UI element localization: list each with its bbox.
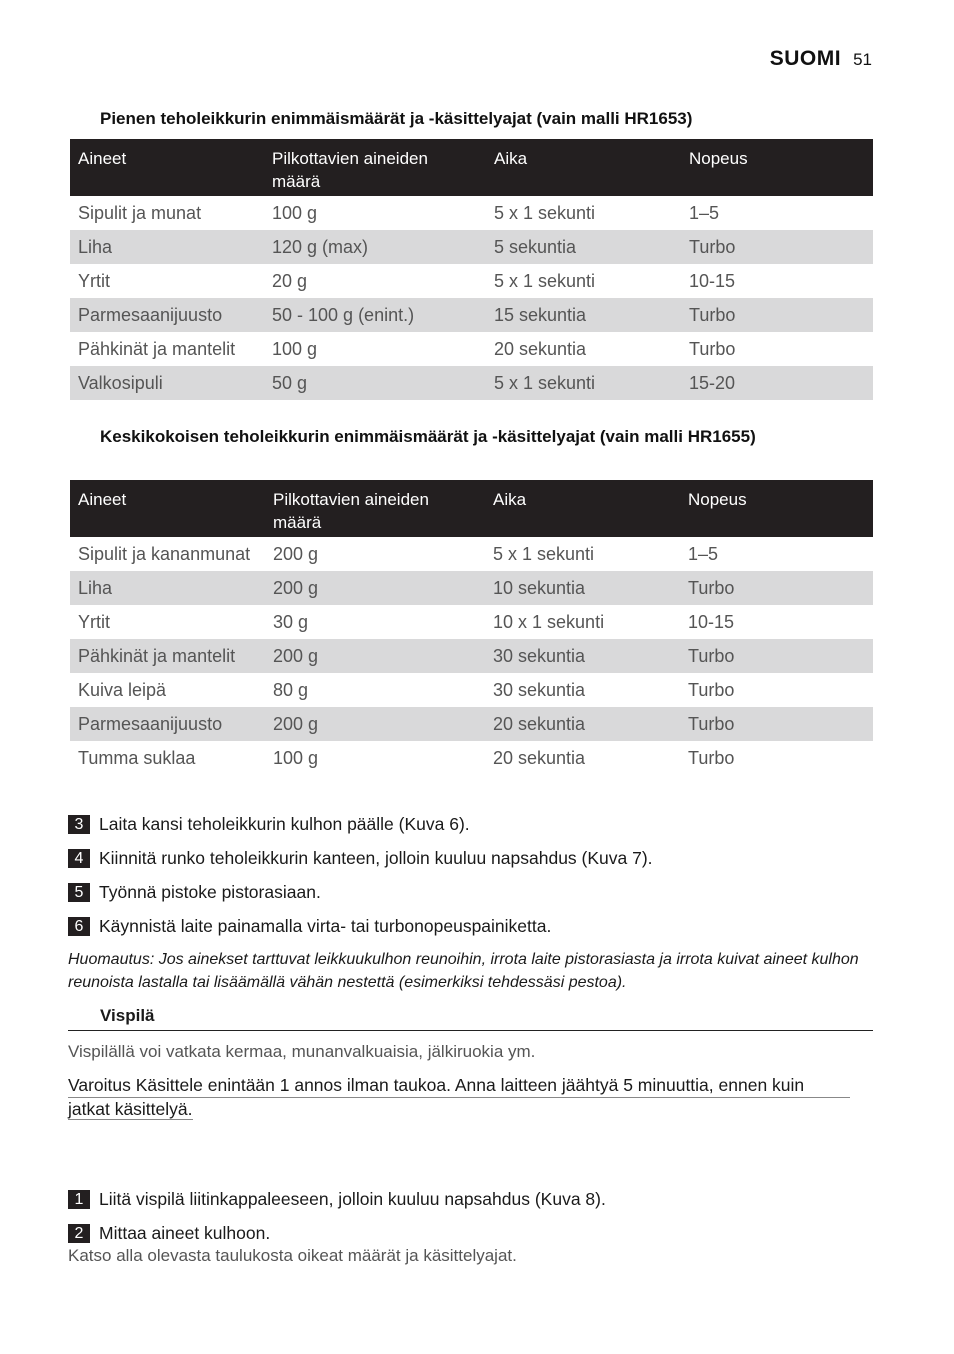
- table1-col-speed: Nopeus: [681, 139, 873, 196]
- step-item: [68, 814, 470, 835]
- table-cell: 5 x 1 sekunti: [494, 202, 596, 223]
- step-number: 6: [68, 917, 90, 936]
- table-cell: 200 g: [273, 543, 319, 564]
- table-cell: 30 sekuntia: [493, 679, 586, 700]
- table2-header-row: [70, 480, 873, 537]
- table2-col-speed: Nopeus: [680, 480, 873, 537]
- footer-text: Katso alla olevasta taulukosta oikeat määrät ja käsittelyajat.: [68, 1246, 517, 1265]
- table-cell: 5 x 1 sekunti: [486, 366, 681, 400]
- table-cell: 120 g (max): [264, 230, 486, 264]
- table2-col-time: Aika: [485, 480, 680, 537]
- table1-col-amount: Pilkottavien aineiden määrä: [264, 139, 486, 196]
- table-row: [70, 264, 873, 298]
- step-item: [68, 882, 321, 903]
- table-row: [70, 230, 873, 264]
- table2-col-amount: Pilkottavien aineiden määrä: [265, 480, 485, 537]
- step-text: Kiinnitä runko teholeikkurin kanteen, jolloin kuuluu napsahdus (Kuva 7).: [99, 848, 653, 868]
- table-cell: 200 g: [265, 639, 485, 673]
- table-cell: Valkosipuli: [70, 366, 264, 400]
- table-cell: Turbo: [680, 571, 873, 605]
- table-row: [70, 196, 873, 230]
- step-item: [68, 1223, 270, 1244]
- table-cell: 1–5: [689, 202, 720, 223]
- table-row: [70, 298, 873, 332]
- table-row: [70, 605, 873, 639]
- table-row: [70, 639, 873, 673]
- table-cell: Turbo: [680, 639, 873, 673]
- table-cell: 20 g: [272, 270, 308, 291]
- table-cell: Pähkinät ja mantelit: [78, 338, 236, 359]
- table-cell: Turbo: [688, 747, 735, 768]
- step-text: Työnnä pistoke pistorasiaan.: [99, 882, 321, 902]
- table-cell: 30 g: [273, 611, 309, 632]
- table-cell: Turbo: [681, 230, 873, 264]
- table-cell: Liha: [70, 230, 264, 264]
- table-cell: Liha: [70, 571, 265, 605]
- table1: [70, 139, 873, 400]
- step-text: Liitä vispilä liitinkappaleeseen, jolloin kuuluu napsahdus (Kuva 8).: [99, 1189, 606, 1209]
- table1-title: Pienen teholeikkurin enimmäismäärät ja -käsittelyajat (vain malli HR1653): [100, 109, 693, 128]
- step-item: [68, 916, 551, 937]
- table-cell: 20 sekuntia: [485, 707, 680, 741]
- table-cell: 10 x 1 sekunti: [493, 611, 605, 632]
- table-cell: 5 sekuntia: [486, 230, 681, 264]
- table-cell: 10-15: [689, 270, 736, 291]
- table-row: [70, 571, 873, 605]
- section-title: Vispilä: [100, 1006, 155, 1025]
- table-cell: Sipulit ja kananmunat: [78, 543, 251, 564]
- step-number: 5: [68, 883, 90, 902]
- note-text: Huomautus: Jos ainekset tarttuvat leikkuukulhon reunoihin, irrota laite pistorasiasta ja irrota kuivat aineet kulhon reunoista lastalla tai lisäämällä vähän nestettä (esimerkiksi tehdessäsi pestoa).: [68, 951, 859, 991]
- table-row: [70, 707, 873, 741]
- table-cell: 100 g: [272, 202, 318, 223]
- table-cell: Parmesaanijuusto: [70, 707, 265, 741]
- table-cell: 100 g: [272, 338, 318, 359]
- table-cell: 15 sekuntia: [486, 298, 681, 332]
- table-cell: 15-20: [681, 366, 873, 400]
- table-cell: Turbo: [688, 679, 735, 700]
- table-cell: Kuiva leipä: [78, 679, 167, 700]
- page-header: [770, 47, 872, 71]
- table-row: [70, 673, 873, 707]
- table-cell: 10 sekuntia: [485, 571, 680, 605]
- step-number: 4: [68, 849, 90, 868]
- language-label: SUOMI: [769, 47, 842, 70]
- table-cell: 20 sekuntia: [493, 747, 586, 768]
- step-text: Mittaa aineet kulhoon.: [99, 1223, 271, 1243]
- table2-title: Keskikokoisen teholeikkurin enimmäismäärät ja -käsittelyajat (vain malli HR1655): [100, 427, 756, 446]
- table-cell: Tumma suklaa: [78, 747, 196, 768]
- step-text: Laita kansi teholeikkurin kulhon päälle (Kuva 6).: [99, 814, 470, 834]
- section-heading: [68, 1004, 873, 1031]
- table-cell: Parmesaanijuusto: [70, 298, 264, 332]
- table-cell: 5 x 1 sekunti: [493, 543, 595, 564]
- step-number: 1: [68, 1190, 90, 1209]
- step-number: 3: [68, 815, 90, 834]
- section-intro: Vispilällä voi vatkata kermaa, munanvalkuaisia, jälkiruokia ym.: [68, 1042, 536, 1061]
- table-cell: 1–5: [688, 543, 719, 564]
- table-cell: Turbo: [681, 298, 873, 332]
- table-cell: Yrtit: [78, 611, 111, 632]
- table-cell: Turbo: [680, 707, 873, 741]
- table-cell: 100 g: [273, 747, 319, 768]
- table-cell: 20 sekuntia: [494, 338, 587, 359]
- page-number: 51: [853, 50, 872, 69]
- table-row: [70, 332, 873, 366]
- table-cell: 200 g: [265, 571, 485, 605]
- table-cell: Yrtit: [78, 270, 111, 291]
- warning-text: [68, 1074, 850, 1121]
- table-cell: Pähkinät ja mantelit: [70, 639, 265, 673]
- table-cell: Turbo: [689, 338, 736, 359]
- warning-line-2: jatkat käsittelyä.: [68, 1099, 193, 1119]
- table-cell: 5 x 1 sekunti: [494, 270, 596, 291]
- table-row: [70, 366, 873, 400]
- step-item: [68, 1189, 606, 1210]
- step-text: Käynnistä laite painamalla virta- tai turbonopeuspainiketta.: [99, 916, 552, 936]
- table-row: [70, 537, 873, 571]
- table1-header-row: [70, 139, 873, 196]
- step-number: 2: [68, 1224, 90, 1243]
- table-cell: 30 sekuntia: [485, 639, 680, 673]
- table-cell: 200 g: [265, 707, 485, 741]
- table1-col-ingredients: Aineet: [70, 139, 264, 196]
- table-cell: 10-15: [688, 611, 735, 632]
- table2-col-ingredients: Aineet: [70, 480, 265, 537]
- warning-line-1: Varoitus Käsittele enintään 1 annos ilman taukoa. Anna laitteen jäähtyä 5 minuuttia, ennen kuin: [68, 1074, 850, 1098]
- table1-col-time: Aika: [486, 139, 681, 196]
- table-cell: 50 - 100 g (enint.): [264, 298, 486, 332]
- table-cell: 80 g: [273, 679, 309, 700]
- table-cell: 50 g: [264, 366, 486, 400]
- table2: [70, 480, 873, 775]
- table-row: [70, 741, 873, 775]
- step-item: [68, 848, 653, 869]
- table-cell: Sipulit ja munat: [78, 202, 202, 223]
